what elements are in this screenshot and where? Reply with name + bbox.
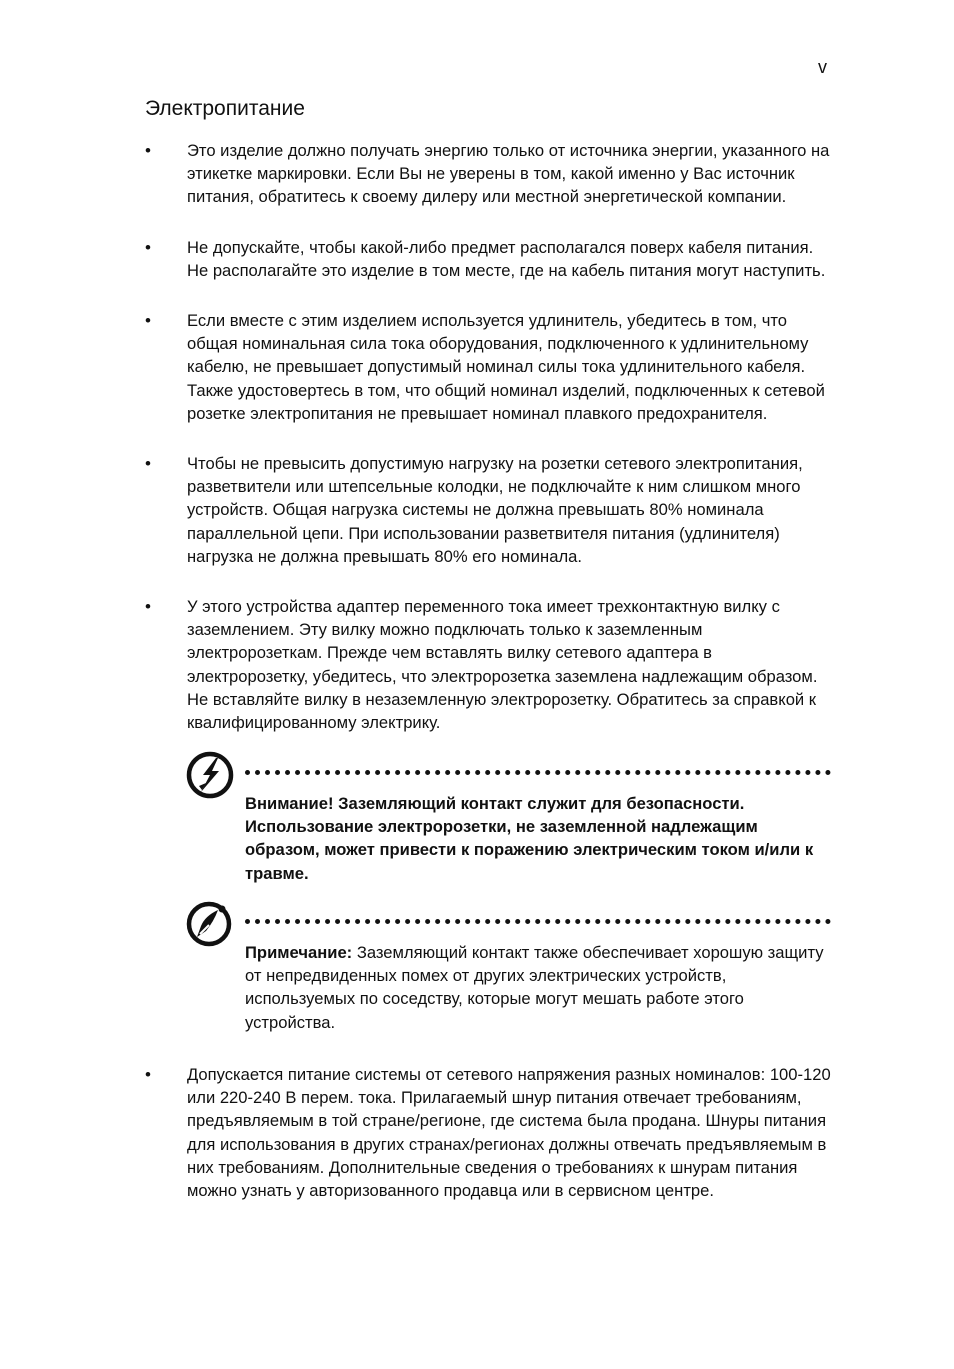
warning-text: Внимание! Заземляющий контакт служит для безопасности. Использование электророзетки, не заземленной надлежащим образом, может привести к поражению электрическим током и/или к травме. xyxy=(245,794,814,883)
list-item xyxy=(145,1063,835,1202)
bullet-dot: • xyxy=(145,311,151,330)
lightning-warning-icon xyxy=(185,750,235,800)
list-item xyxy=(145,452,835,568)
list-item xyxy=(145,139,835,209)
section-title: Электропитание xyxy=(145,97,305,120)
list-item xyxy=(145,309,835,425)
list-item xyxy=(145,595,835,734)
note-text: Заземляющий контакт также обеспечивает хорошую защиту от непредвиденных помех от других электрических устройств, используемых по соседству, которые могут мешать работе этого устройства. xyxy=(245,943,824,1032)
bullet-dot: • xyxy=(145,454,151,473)
bullet-text: Чтобы не превысить допустимую нагрузку на розетки сетевого электропитания, разветвители или штепсельные колодки, не подключайте к ним слишком много устройств. Общая нагрузка системы не должна превышать 80% номинала параллельной цепи. При использовании разветвителя питания (удлинителя) нагрузка не должна превышать 80% его номинала. xyxy=(187,454,803,566)
dotted-divider xyxy=(245,919,831,924)
bullet-text: Допускается питание системы от сетевого напряжения разных номиналов: 100-120 или 220-240 В перем. тока. Прилагаемый шнур питания отвечает требованиям, предъявляемым в той стране/регионе, где система была продана. Шнуры питания для использования в других странах/регионах должны отвечать предъявляемым в них требованиям. Дополнительные сведения о требованиях к шнурам питания можно узнать у авторизованного продавца или в сервисном центре. xyxy=(187,1065,831,1201)
page-number: v xyxy=(818,57,827,77)
bullet-dot: • xyxy=(145,597,151,616)
list-item xyxy=(145,236,835,282)
bullet-text: У этого устройства адаптер переменного тока имеет трехконтактную вилку с заземлением. Эту вилку можно подключать только к заземленным электророзеткам. Прежде чем вставлять вилку сетевого адаптера в электророзетку, убедитесь, что электророзетка заземлена надлежащим образом. Не вставляйте вилку в незаземленную электророзетку. Обратитесь за справкой к квалифицированному электрику. xyxy=(187,597,818,733)
note-label: Примечание: xyxy=(245,943,353,962)
dotted-divider xyxy=(245,770,831,775)
bullet-text: Это изделие должно получать энергию только от источника энергии, указанного на этикетке маркировки. Если Вы не уверены в том, какой именно у Вас источник питания, обратитесь к своему дилеру или местной энергетической компании. xyxy=(187,141,830,207)
bullet-dot: • xyxy=(145,238,151,257)
bullet-text: Если вместе с этим изделием используется удлинитель, убедитесь в том, что общая номинальная сила тока оборудования, подключенного к удлинительному кабелю, не превышает допустимый номинал силы тока удлинительного кабеля. Также удостовертесь в том, что общий номинал изделий, подключенных к сетевой розетке электропитания не превышает номинал плавкого предохранителя. xyxy=(187,311,825,423)
note-body xyxy=(245,941,831,1034)
bullet-dot: • xyxy=(145,1065,151,1084)
bullet-dot: • xyxy=(145,141,151,160)
bullet-text: Не допускайте, чтобы какой-либо предмет располагался поверх кабеля питания. Не располагайте это изделие в том месте, где на кабель питания могут наступить. xyxy=(187,238,826,281)
pen-note-icon xyxy=(185,899,235,949)
